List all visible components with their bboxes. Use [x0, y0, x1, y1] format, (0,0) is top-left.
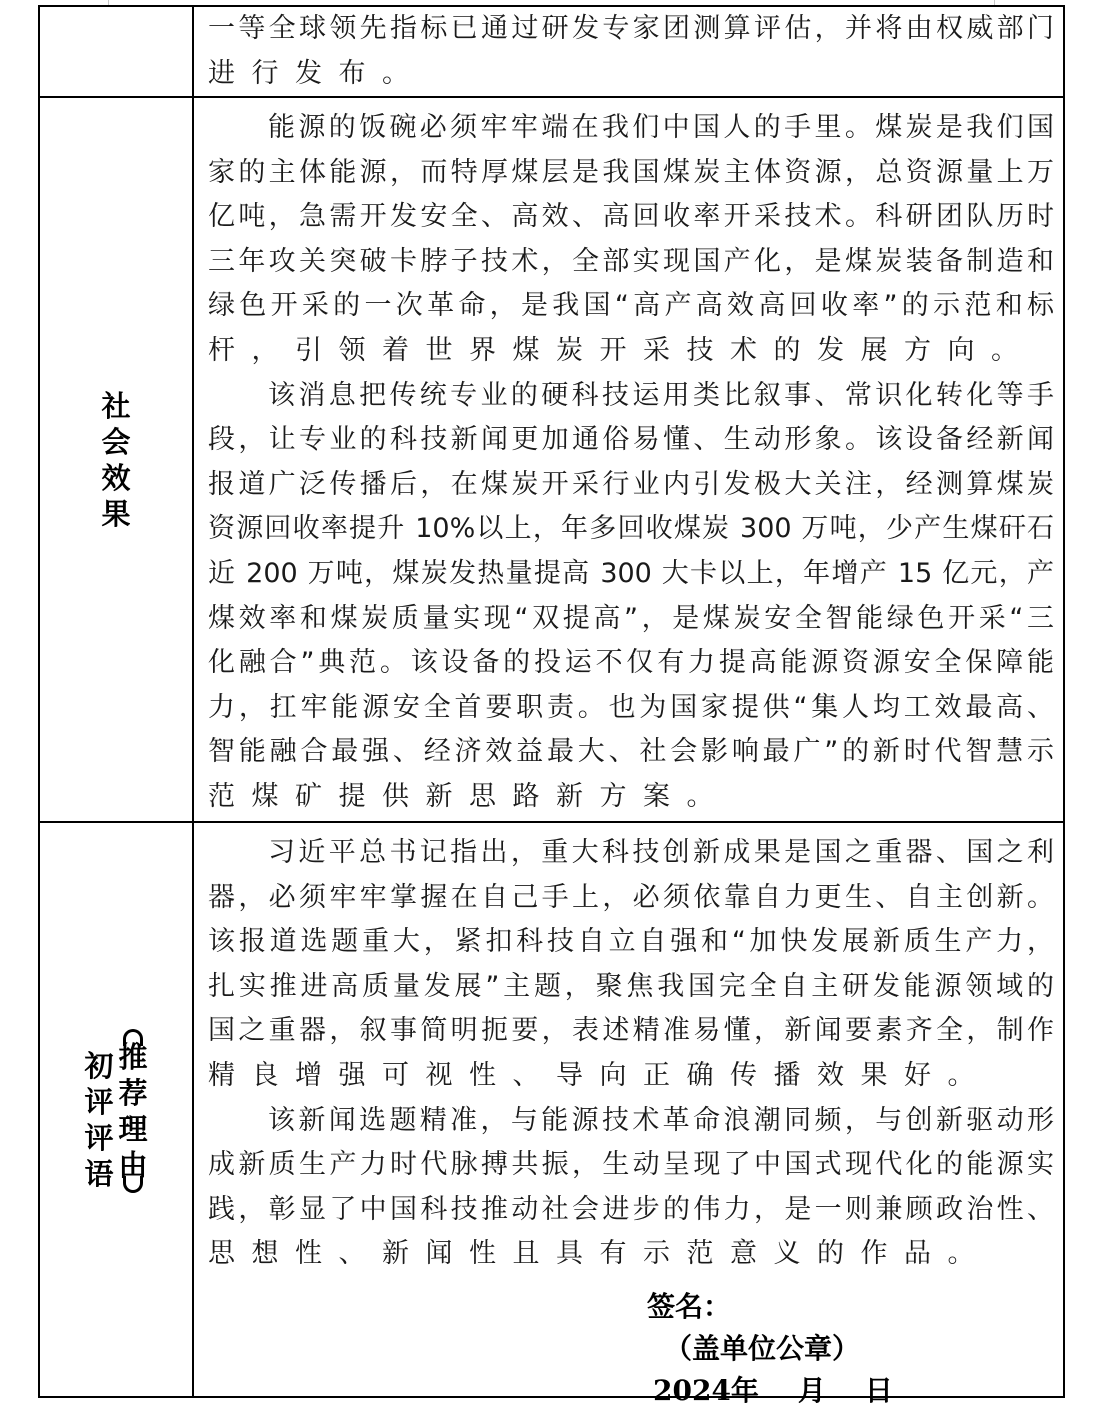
text-line: 国之重器，叙事简明扼要，表述精准易懂，新闻要素齐全，制作 — [208, 1015, 1054, 1047]
text-line: 器，必须牢牢掌握在自己手上，必须依靠自力更生、自主创新。 — [208, 881, 1054, 913]
label-column-evaluation: 初评评语 — [84, 1048, 114, 1191]
text-line: 该消息把传统专业的硬科技运用类比叙事、常识化转化等手 — [268, 379, 1054, 411]
text-line: 段，让专业的科技新闻更加通俗易懂、生动形象。该设备经新闻 — [208, 424, 1054, 456]
text-line: 绿色开采的一次革命，是我国“高产高效高回收率”的示范和标 — [208, 290, 1054, 322]
row-content-cell — [194, 98, 1063, 821]
paragraph — [208, 831, 1054, 1277]
text-line: 该新闻选题精准，与能源技术革命浪潮同频，与创新驱动形 — [268, 1104, 1054, 1136]
table-row-continuation — [40, 7, 1063, 98]
paragraph — [208, 7, 1054, 96]
text-line: 力，扛牢能源安全首要职责。也为国家提供“集人均工效最高、 — [208, 691, 1054, 723]
text-line: 三年攻关突破卡脖子技术，全部实现国产化，是煤炭装备制造和 — [208, 245, 1054, 277]
text-line: 进行发布。 — [208, 57, 426, 89]
text-line: 智能融合最强、经济效益最大、社会影响最广”的新时代智慧示 — [208, 736, 1054, 768]
row-label-social-effect: 社会效果 — [101, 388, 131, 531]
text-line: 化融合”典范。该设备的投运不仅有力提高能源资源安全保障能 — [208, 647, 1054, 679]
text-line: 习近平总书记指出，重大科技创新成果是国之重器、国之利 — [268, 837, 1054, 868]
text-line: 思想性、新闻性且具有示范意义的作品。 — [208, 1238, 991, 1270]
text-line: 扎实推进高质量发展”主题，聚焦我国完全自主研发能源领域的 — [208, 970, 1054, 1002]
text-line: 践，彰显了中国科技推动社会进步的伟力，是一则兼顾政治性、 — [208, 1193, 1054, 1225]
text-line: 近 200 万吨，煤炭发热量提高 300 大卡以上，年增产 15 亿元，产 — [208, 557, 1054, 589]
row-label-evaluation-comments — [83, 1021, 149, 1201]
close-paren-icon — [117, 1183, 149, 1201]
table-row-social-effect — [40, 98, 1063, 823]
text-line: 煤效率和煤炭质量实现“双提高”，是煤炭安全智能绿色开采“三 — [208, 602, 1054, 634]
text-line: 报道广泛传播后，在煤炭开采行业内引发极大关注，经测算煤炭 — [208, 468, 1054, 500]
row-content-cell — [194, 7, 1063, 96]
table-row-evaluation-comments — [40, 823, 1063, 1407]
text-line: 精良增强可视性、导向正确传播效果好。 — [208, 1059, 991, 1091]
label-column-recommendation-wrap — [117, 1021, 149, 1201]
evaluation-table — [38, 5, 1065, 1407]
paragraph — [208, 106, 1054, 820]
text-line: 一等全球领先指标已通过研发专家团测算评估，并将由权威部门 — [208, 13, 1054, 44]
row-label-cell — [40, 823, 194, 1398]
text-line: 能源的饭碗必须牢牢端在我们中国人的手里。煤炭是我们国 — [268, 112, 1054, 143]
signature-label: 签名： — [647, 1290, 732, 1323]
text-line: 家的主体能源，而特厚煤层是我国煤炭主体资源，总资源量上万 — [208, 156, 1054, 188]
date-label: 2024年 月 日 — [653, 1374, 893, 1407]
open-paren-icon — [117, 1021, 149, 1039]
row-content-cell — [194, 823, 1063, 1407]
seal-label: （盖单位公章） — [664, 1332, 861, 1365]
row-label-cell — [40, 98, 194, 821]
text-line: 成新质生产力时代脉搏共振，生动呈现了中国式现代化的能源实 — [208, 1149, 1054, 1181]
text-line: 杆，引领着世界煤炭开采技术的发展方向。 — [208, 334, 1035, 366]
text-line: 范煤矿提供新思路新方案。 — [208, 780, 730, 812]
text-line: 亿吨，急需开发安全、高效、高回收率开采技术。科研团队历时 — [208, 201, 1054, 233]
text-line: 该报道选题重大，紧扣科技自立自强和“加快发展新质生产力， — [208, 926, 1054, 958]
label-column-recommendation: 推荐理由 — [118, 1039, 148, 1182]
row-label-cell-empty — [40, 7, 194, 96]
text-line: 资源回收率提升 10%以上，年多回收煤炭 300 万吨，少产生煤矸石 — [208, 513, 1054, 545]
